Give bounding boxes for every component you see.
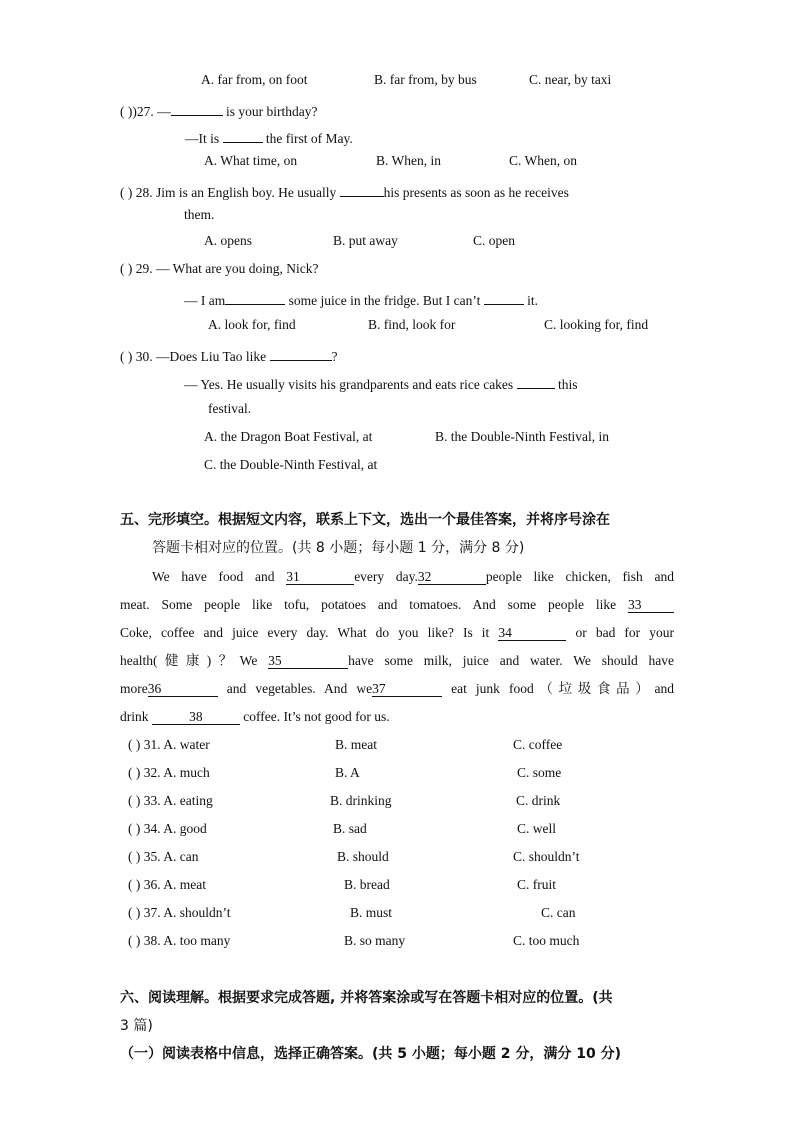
answer-blank	[225, 288, 285, 305]
passage-text: drink	[120, 709, 152, 724]
passage-text: meat. Some people like tofu, potatoes and tomatoes. And some people like	[120, 597, 628, 612]
answer-paren[interactable]: ( )	[120, 261, 133, 276]
q28-text-pre: 28. Jim is an English boy. He usually	[135, 185, 340, 200]
blank-35: 35	[268, 652, 348, 669]
passage-text: health(健康)？We	[120, 653, 269, 668]
answer-paren[interactable]: ( )	[128, 849, 141, 864]
option-b: B. meat	[335, 737, 377, 752]
option-a: 34. A. good	[143, 821, 207, 836]
q29-option-c: C. looking for, find	[544, 317, 649, 332]
option-a: 36. A. meat	[143, 877, 206, 892]
passage-text: every day.	[354, 569, 418, 584]
blank-37: 37	[372, 680, 442, 697]
cloze-question-37	[128, 904, 231, 922]
q30-line2-post: this	[554, 377, 578, 392]
blank-33: 33	[628, 596, 674, 613]
option-b: B. A	[335, 765, 360, 780]
blank-34: 34	[498, 624, 566, 641]
q28-option-a: A. opens	[204, 233, 252, 248]
passage-text: people like chicken, fish and	[485, 569, 674, 584]
passage-text: We have food and	[152, 569, 287, 584]
option-b: B. must	[350, 905, 393, 920]
cloze-question-33	[128, 792, 213, 810]
answer-paren[interactable]: ( )	[128, 793, 141, 808]
option-a: 35. A. can	[143, 849, 199, 864]
q30-option-c: C. the Double-Ninth Festival, at	[204, 457, 378, 472]
q27-option-b: B. When, in	[376, 153, 441, 168]
q29-option-b: B. find, look for	[368, 317, 456, 332]
passage-line	[120, 708, 390, 726]
q28-text-post: his presents as soon as he receives	[383, 185, 569, 200]
q29-line2-mid: some juice in the fridge. But I can’t	[285, 293, 484, 308]
section6-subtitle: （一）阅读表格中信息，选择正确答案。(共 5 小题；每小题 2 分，满分 10 分)	[120, 1046, 622, 1062]
option-b: B. sad	[333, 821, 367, 836]
q27-option-c: C. When, on	[509, 153, 577, 168]
q29-text: 29. — What are you doing, Nick?	[135, 261, 319, 276]
answer-blank	[517, 372, 555, 389]
answer-paren[interactable]: ( )	[128, 933, 141, 948]
option-c: C. some	[517, 765, 562, 780]
passage-text: eat junk food（垃圾食品）and	[442, 681, 674, 696]
passage-text: coffee. It’s not good for us.	[239, 709, 390, 724]
passage-line	[120, 596, 674, 614]
passage-text: Coke, coffee and juice every day. What do you like? Is it	[120, 625, 499, 640]
option-b: B. so many	[344, 933, 406, 948]
section6-title-cont: 3 篇)	[120, 1018, 153, 1034]
option-c: C. drink	[516, 793, 561, 808]
answer-paren[interactable]: ( )	[128, 737, 141, 752]
blank-32: 32	[418, 568, 486, 585]
q28-option-b: B. put away	[333, 233, 398, 248]
passage-text: or bad for your	[566, 625, 674, 640]
q29-option-a: A. look for, find	[208, 317, 296, 332]
q28-option-c: C. open	[473, 233, 515, 248]
passage-line	[120, 680, 674, 698]
answer-paren[interactable]: ( )	[128, 877, 141, 892]
q27-line2-post: the first of May.	[262, 131, 353, 146]
cloze-question-36	[128, 876, 206, 894]
option-c: C. fruit	[517, 877, 556, 892]
q30-line2-pre: — Yes. He usually visits his grandparents and eats rice cakes	[184, 377, 517, 392]
q30-text-post: ?	[331, 349, 338, 364]
q30-line2	[184, 372, 577, 394]
q27-line2-pre: —It is	[185, 131, 223, 146]
q30-continuation: festival.	[208, 401, 252, 416]
blank-38: 38	[152, 708, 240, 725]
option-b: B. should	[337, 849, 389, 864]
q28-question	[120, 180, 569, 202]
q26-option-c: C. near, by taxi	[529, 72, 612, 87]
answer-blank	[484, 288, 524, 305]
q27-question	[120, 99, 317, 121]
section5-title-cont: 答题卡相对应的位置。(共 8 小题；每小题 1 分，满分 8 分)	[152, 540, 525, 556]
q29-line2-post: it.	[523, 293, 538, 308]
passage-line	[120, 652, 674, 670]
q29-line2	[184, 288, 538, 310]
cloze-question-32	[128, 764, 210, 782]
cloze-question-38	[128, 932, 230, 950]
passage-line	[120, 624, 674, 642]
passage-text: have some milk, juice and water. We should have	[348, 653, 674, 668]
answer-paren[interactable]: ( )	[128, 905, 141, 920]
option-c: C. can	[541, 905, 576, 920]
answer-blank	[270, 344, 332, 361]
cloze-question-35	[128, 848, 199, 866]
q30-option-a: A. the Dragon Boat Festival, at	[204, 429, 373, 444]
passage-text: more	[120, 681, 148, 696]
cloze-question-34	[128, 820, 207, 838]
passage-text: and vegetables. And we	[217, 681, 373, 696]
option-a: 31. A. water	[143, 737, 210, 752]
q30-question	[120, 344, 338, 366]
option-a: 38. A. too many	[143, 933, 231, 948]
answer-paren[interactable]: ( )	[128, 765, 141, 780]
option-c: C. shouldn’t	[513, 849, 580, 864]
q30-option-b: B. the Double-Ninth Festival, in	[435, 429, 609, 444]
blank-31: 31	[286, 568, 354, 585]
passage-line	[120, 568, 674, 586]
cloze-question-31	[128, 736, 210, 754]
q28-continuation: them.	[184, 207, 215, 222]
answer-blank	[223, 126, 263, 143]
answer-paren[interactable]: ( )	[120, 185, 133, 200]
q26-option-b: B. far from, by bus	[374, 72, 477, 87]
option-c: C. well	[517, 821, 556, 836]
q27-option-a: A. What time, on	[204, 153, 298, 168]
blank-36: 36	[148, 680, 218, 697]
option-c: C. too much	[513, 933, 580, 948]
q27-text: is your birthday?	[222, 104, 318, 119]
option-a: 33. A. eating	[143, 793, 213, 808]
q27-number: )27. —	[132, 104, 171, 119]
q29-line2-pre: — I am	[184, 293, 226, 308]
q29-question	[120, 260, 318, 278]
answer-paren[interactable]: ( )	[128, 821, 141, 836]
section5-title: 五、完形填空。根据短文内容，联系上下文，选出一个最佳答案，并将序号涂在	[120, 512, 610, 528]
answer-paren[interactable]: ( )	[120, 349, 133, 364]
answer-blank	[171, 99, 223, 116]
option-a: 32. A. much	[143, 765, 210, 780]
option-a: 37. A. shouldn’t	[143, 905, 231, 920]
q27-line2	[185, 126, 353, 148]
answer-blank	[340, 180, 384, 197]
answer-paren[interactable]: ( )	[120, 104, 133, 119]
section6-title: 六、阅读理解。根据要求完成答题, 并将答案涂或写在答题卡相对应的位置。(共	[120, 990, 613, 1006]
option-c: C. coffee	[513, 737, 563, 752]
q26-option-a: A. far from, on foot	[201, 72, 308, 87]
q30-text-pre: 30. —Does Liu Tao like	[135, 349, 270, 364]
option-b: B. bread	[344, 877, 390, 892]
option-b: B. drinking	[330, 793, 392, 808]
